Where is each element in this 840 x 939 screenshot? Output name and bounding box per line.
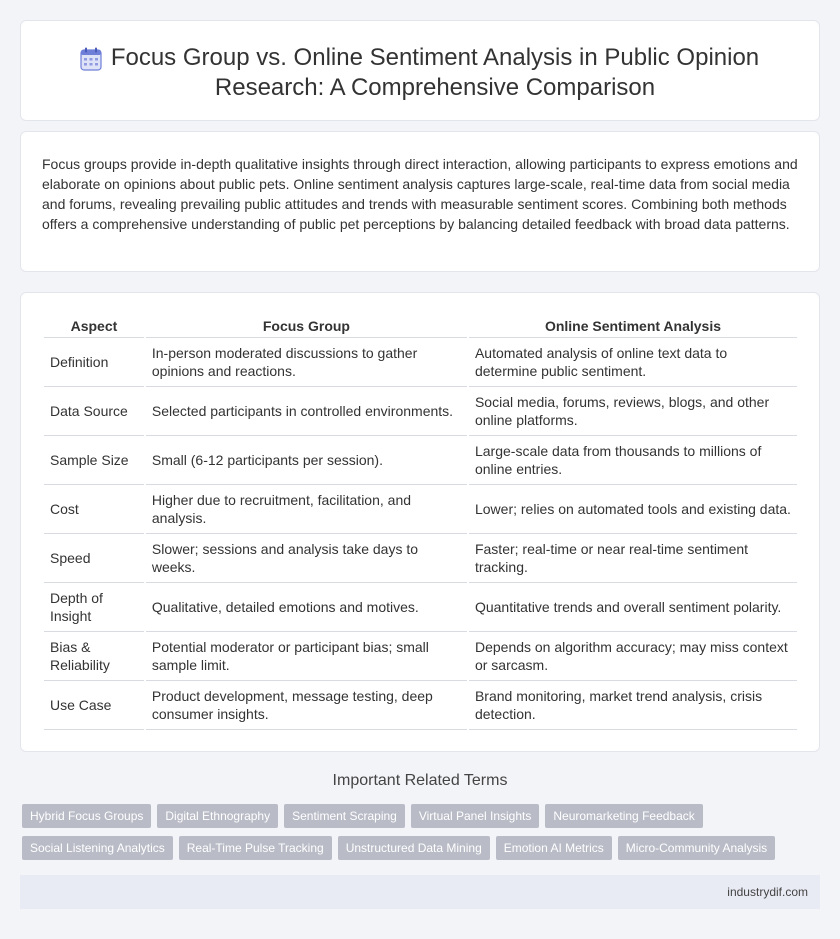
table-row: [44, 632, 797, 681]
row-focus-group: Qualitative, detailed emotions and motives.: [146, 583, 467, 632]
header-focus-group: Focus Group: [146, 315, 467, 338]
related-terms-heading: Important Related Terms: [332, 772, 508, 789]
row-online-sentiment: Faster; real-time or near real-time sentiment tracking.: [469, 534, 797, 583]
related-term-tag[interactable]: Micro-Community Analysis: [618, 836, 775, 860]
row-online-sentiment: Social media, forums, reviews, blogs, and other online platforms.: [469, 387, 797, 436]
row-focus-group: Product development, message testing, deep consumer insights.: [146, 681, 467, 730]
row-aspect: Depth of Insight: [44, 583, 144, 632]
table-row: [44, 534, 797, 583]
comparison-table: [42, 315, 799, 730]
related-terms-list: [22, 804, 812, 860]
row-online-sentiment: Lower; relies on automated tools and existing data.: [469, 485, 797, 534]
header-aspect: Aspect: [44, 315, 144, 338]
row-focus-group: Small (6-12 participants per session).: [146, 436, 467, 485]
row-focus-group: Higher due to recruitment, facilitation, and analysis.: [146, 485, 467, 534]
table-row: [44, 583, 797, 632]
related-term-tag[interactable]: Emotion AI Metrics: [496, 836, 612, 860]
related-term-tag[interactable]: Social Listening Analytics: [22, 836, 173, 860]
related-term-tag[interactable]: Virtual Panel Insights: [411, 804, 540, 828]
row-online-sentiment: Large-scale data from thousands to millions of online entries.: [469, 436, 797, 485]
intro-paragraph: Focus groups provide in-depth qualitative insights through direct interaction, allowing participants to express emotions and elaborate on opinions about public pets. Online sentiment analysis captures large-scale, real-time data from social media and forums, revealing prevailing public attitudes and trends with measurable sentiment scores. Combining both methods offers a comprehensive understanding of public pet perceptions by balancing detailed feedback with broad data patterns.: [42, 156, 798, 232]
row-aspect: Sample Size: [44, 436, 144, 485]
row-aspect: Use Case: [44, 681, 144, 730]
title-card: [20, 20, 820, 121]
row-aspect: Data Source: [44, 387, 144, 436]
row-aspect: Bias & Reliability: [44, 632, 144, 681]
related-term-tag[interactable]: Neuromarketing Feedback: [545, 804, 702, 828]
row-focus-group: Selected participants in controlled environments.: [146, 387, 467, 436]
intro-card: [20, 131, 820, 272]
related-term-tag[interactable]: Sentiment Scraping: [284, 804, 405, 828]
related-term-tag[interactable]: Digital Ethnography: [157, 804, 278, 828]
row-focus-group: Slower; sessions and analysis take days to weeks.: [146, 534, 467, 583]
table-row: [44, 485, 797, 534]
footer: [20, 875, 820, 909]
row-focus-group: Potential moderator or participant bias; small sample limit.: [146, 632, 467, 681]
row-online-sentiment: Automated analysis of online text data to determine public sentiment.: [469, 338, 797, 387]
comparison-card: [20, 292, 820, 752]
row-aspect: Speed: [44, 534, 144, 583]
row-aspect: Cost: [44, 485, 144, 534]
row-aspect: Definition: [44, 338, 144, 387]
table-row: [44, 387, 797, 436]
table-row: [44, 436, 797, 485]
header-online-sentiment: Online Sentiment Analysis: [469, 315, 797, 338]
table-row: [44, 338, 797, 387]
table-header-row: [44, 315, 797, 338]
footer-site-link[interactable]: industrydif.com: [727, 885, 808, 899]
related-term-tag[interactable]: Hybrid Focus Groups: [22, 804, 151, 828]
row-focus-group: In-person moderated discussions to gather opinions and reactions.: [146, 338, 467, 387]
related-term-tag[interactable]: Unstructured Data Mining: [338, 836, 490, 860]
page-title: Focus Group vs. Online Sentiment Analysis in Public Opinion Research: A Comprehensive Comparison: [110, 44, 760, 101]
row-online-sentiment: Depends on algorithm accuracy; may miss context or sarcasm.: [469, 632, 797, 681]
row-online-sentiment: Brand monitoring, market trend analysis, crisis detection.: [469, 681, 797, 730]
related-term-tag[interactable]: Real-Time Pulse Tracking: [179, 836, 332, 860]
row-online-sentiment: Quantitative trends and overall sentiment polarity.: [469, 583, 797, 632]
table-row: [44, 681, 797, 730]
